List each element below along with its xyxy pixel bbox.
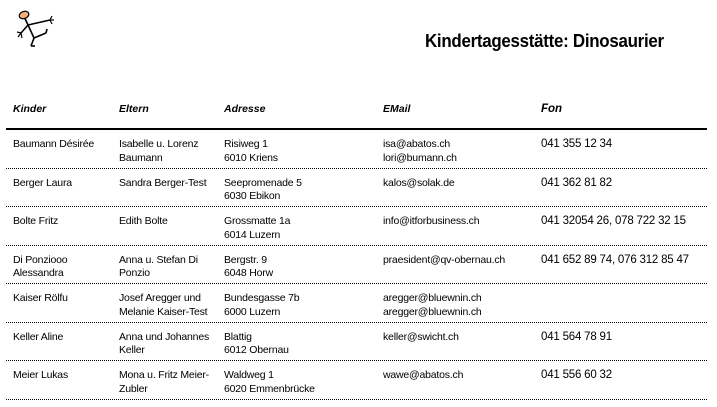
cell-email-line[interactable]: aregger@bluewnin.ch [383,305,482,318]
cell-email [383,177,454,191]
table-row [6,169,707,208]
cell-eltern [119,215,168,229]
column-header-fon: Fon [541,103,563,115]
cell-adresse-line: Bundesgasse 7b [224,292,300,304]
cell-kinder-line: Alessandra [13,267,64,279]
cell-fon-line: 041 32054 26, 078 722 32 15 [541,215,686,227]
cell-email-line[interactable]: aregger@bluewnin.ch [383,292,482,304]
cell-adresse-line: 6010 Kriens [224,151,278,164]
cell-email-line[interactable]: keller@swicht.ch [383,330,459,343]
cell-adresse [224,331,289,358]
cell-eltern-line: Josef Aregger und [119,292,201,304]
cell-kinder [13,215,58,229]
cell-kinder-line: Kaiser Rölfu [13,292,68,304]
cell-email [383,331,459,345]
cell-adresse-line: Blattig [224,330,252,343]
cell-kinder [13,369,68,383]
cell-adresse-line: Grossmatte 1a [224,215,291,227]
cell-fon [541,215,686,229]
column-header-email: EMail [383,103,411,115]
cell-fon-line: 041 355 12 34 [541,138,612,150]
cell-adresse-line: 6000 Luzern [224,305,281,318]
cell-eltern [119,177,206,191]
children-table [6,100,707,400]
table-row [6,361,707,400]
cell-fon [541,254,689,268]
cell-email [383,138,457,165]
cell-adresse [224,215,290,242]
cell-kinder-line: Bolte Fritz [13,215,59,227]
cell-kinder [13,138,94,152]
cell-adresse [224,254,273,281]
cell-fon [541,369,612,383]
cell-kinder-line: Keller Aline [13,330,64,343]
cell-eltern [119,292,207,319]
cell-eltern [119,331,209,358]
cell-eltern-line: Ponzio [119,267,150,279]
cell-fon-line: 041 652 89 74, 076 312 85 47 [541,253,689,266]
cell-email-line[interactable]: lori@bumann.ch [383,151,457,164]
cell-adresse [224,292,299,319]
cell-kinder-line: Meier Lukas [13,369,68,381]
cell-kinder [13,292,68,306]
cell-kinder [13,177,72,191]
cell-adresse-line: Waldweg 1 [224,369,274,381]
cell-eltern-line: Mona u. Fritz Meier- [119,369,209,381]
cell-adresse-line: 6020 Emmenbrücke [224,382,315,395]
stick-figure-icon [12,8,56,48]
cell-eltern [119,369,209,396]
cell-adresse-line: Risiweg 1 [224,138,268,150]
column-header-adresse: Adresse [224,103,266,115]
cell-fon-line: 041 556 60 32 [541,369,612,381]
cell-eltern-line: Melanie Kaiser-Test [119,305,208,318]
cell-eltern-line: Baumann [119,151,163,164]
cell-eltern [119,138,198,165]
cell-eltern-line: Sandra Berger-Test [119,176,207,189]
cell-adresse-line: 6012 Obernau [224,344,289,356]
cell-email [383,369,463,383]
cell-email [383,292,482,319]
cell-email [383,215,479,229]
cell-adresse-line: Seepromenade 5 [224,176,302,189]
cell-fon [541,138,612,152]
cell-adresse [224,138,278,165]
cell-fon [541,177,612,191]
table-row [6,246,707,285]
cell-adresse [224,177,302,204]
column-header-eltern: Eltern [119,103,149,115]
table-row [6,130,707,169]
table-row [6,323,707,362]
cell-eltern-line: Keller [119,344,145,356]
column-header-kinder: Kinder [13,103,47,115]
cell-email [383,254,505,268]
cell-kinder [13,254,67,281]
cell-email-line[interactable]: wawe@abatos.ch [383,369,464,381]
cell-fon-line: 041 362 81 82 [541,176,612,189]
cell-kinder-line: Berger Laura [13,176,72,189]
cell-fon [541,331,612,345]
cell-adresse-line: 6048 Horw [224,267,273,279]
cell-eltern-line: Anna u. Stefan Di [119,253,198,266]
page-title: Kindertagesstätte: Dinosaurier [425,31,664,51]
cell-kinder-line: Baumann Désirée [13,138,95,150]
cell-eltern-line: Isabelle u. Lorenz [119,138,199,150]
cell-email-line[interactable]: praesident@qv-obernau.ch [383,253,506,266]
cell-eltern [119,254,198,281]
cell-kinder-line: Di Ponziooo [13,253,68,266]
cell-adresse-line: 6014 Luzern [224,228,281,241]
cell-email-line[interactable]: isa@abatos.ch [383,138,451,150]
cell-eltern-line: Zubler [119,382,148,395]
cell-adresse-line: 6030 Ebikon [224,190,281,202]
cell-fon-line: 041 564 78 91 [541,330,612,343]
cell-eltern-line: Edith Bolte [119,215,168,227]
cell-email-line[interactable]: info@itforbusiness.ch [383,215,480,227]
cell-email-line[interactable]: kalos@solak.de [383,176,455,189]
table-row [6,284,707,323]
cell-eltern-line: Anna und Johannes [119,330,210,343]
cell-adresse [224,369,315,396]
cell-adresse-line: Bergstr. 9 [224,253,267,266]
table-row [6,207,707,246]
table-header [6,100,707,130]
cell-kinder [13,331,63,345]
